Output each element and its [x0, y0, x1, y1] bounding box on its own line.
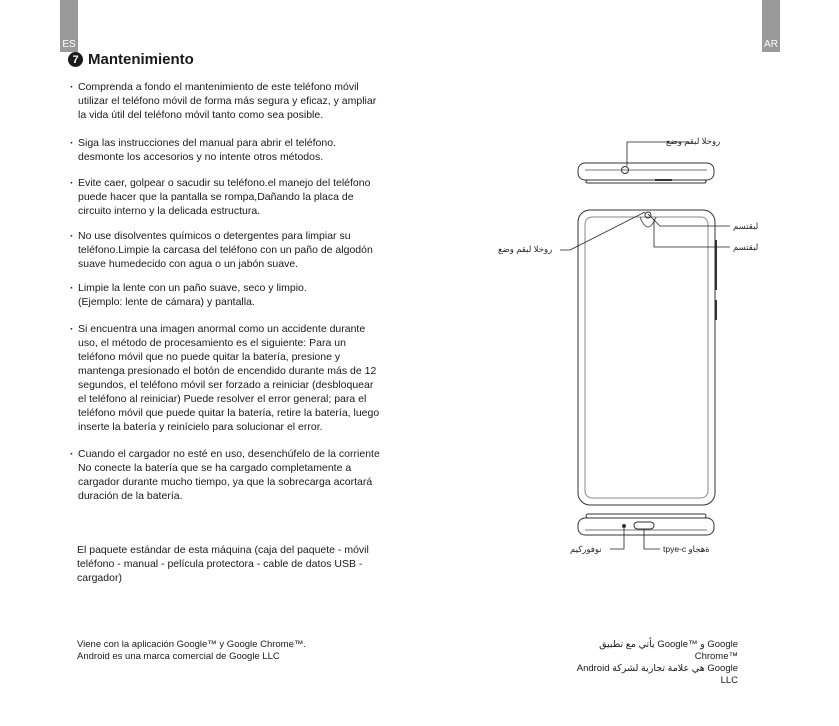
- phone-bottom-view: [578, 514, 714, 535]
- headphone-jack-label: روخلا لبقم وضع: [666, 136, 721, 146]
- usb-port-label: tpye-c ةهجاو: [663, 544, 710, 554]
- list-item: · Siga las instrucciones del manual para abrir el teléfono. desmonte los accesorios y no intente otros métodos.: [70, 136, 336, 164]
- package-contents: El paquete estándar de esta máquina (caja del paquete - móvil teléfono - manual - película protectora - cable de datos USB - cargador): [77, 544, 369, 584]
- earpiece-label: روخلا لبقم وضع: [498, 244, 553, 254]
- list-item: · No use disolventes químicos o detergentes para limpiar su teléfono.Limpie la carcasa del teléfono con un paño de algodón suave humedecido con agua o un jabón suave.: [70, 229, 373, 271]
- list-item: · Evite caer, golpear o sacudir su teléfono.el manejo del teléfono puede hacer que la pantalla se rompa,Dañando la placa de circuito interno y la delicada estructura.: [70, 176, 370, 218]
- section-number-badge: 7: [68, 52, 83, 67]
- language-tab-es: ES: [60, 0, 78, 52]
- footer-trademark-ar: يأتي مع تطبيق Google™ و Google Chrome™ Android هي علامة تجارية لشركة Google LLC: [576, 639, 738, 686]
- footer-trademark-es: Viene con la aplicación Google™ y Google Chrome™. Android es una marca comercial de Google LLC: [77, 639, 307, 662]
- list-item: · Comprenda a fondo el mantenimiento de este teléfono móvil utilizar el teléfono móvil de forma más segura y eficaz, y ampliar la vida útil del teléfono móvil tanto como sea posible.: [70, 80, 376, 122]
- list-item: · Limpie la lente con un paño suave, seco y limpio. (Ejemplo: lente de cámara) y pantalla.: [70, 281, 307, 309]
- phone-front-view: [578, 210, 716, 505]
- microphone-icon: [623, 525, 626, 528]
- section-title-text: Mantenimiento: [88, 51, 194, 68]
- language-tab-ar: AR: [762, 0, 780, 52]
- microphone-label: نوفوركيم: [570, 544, 602, 554]
- list-item: · Cuando el cargador no esté en uso, desenchúfelo de la corriente No conecte la batería que se ha cargado completamente a cargador durante mucho tiempo, ya que la sobrecarga acortará duración de la batería.: [70, 447, 380, 503]
- usb-c-port-icon: [634, 522, 654, 529]
- sensor-label: لبقتسم: [733, 242, 759, 252]
- list-item: · Si encuentra una imagen anormal como un accidente durante uso, el método de procesamiento es el siguiente: Para un teléfono móvil que no puede quitar la batería, presione y mantenga presionado el botón de encendido durante más de 12 segundos, el teléfono móvil ser forzado a reiniciar (desbloquear el teléfono al reiniciar) Puede resolver el error general; para el teléfono móvil que puede quitar la batería, retire la batería, luego inserte la batería y reinícielo para solucionar el error.: [70, 322, 379, 434]
- phone-top-view: [578, 163, 714, 183]
- front-camera-label: لبقتسم: [733, 221, 759, 231]
